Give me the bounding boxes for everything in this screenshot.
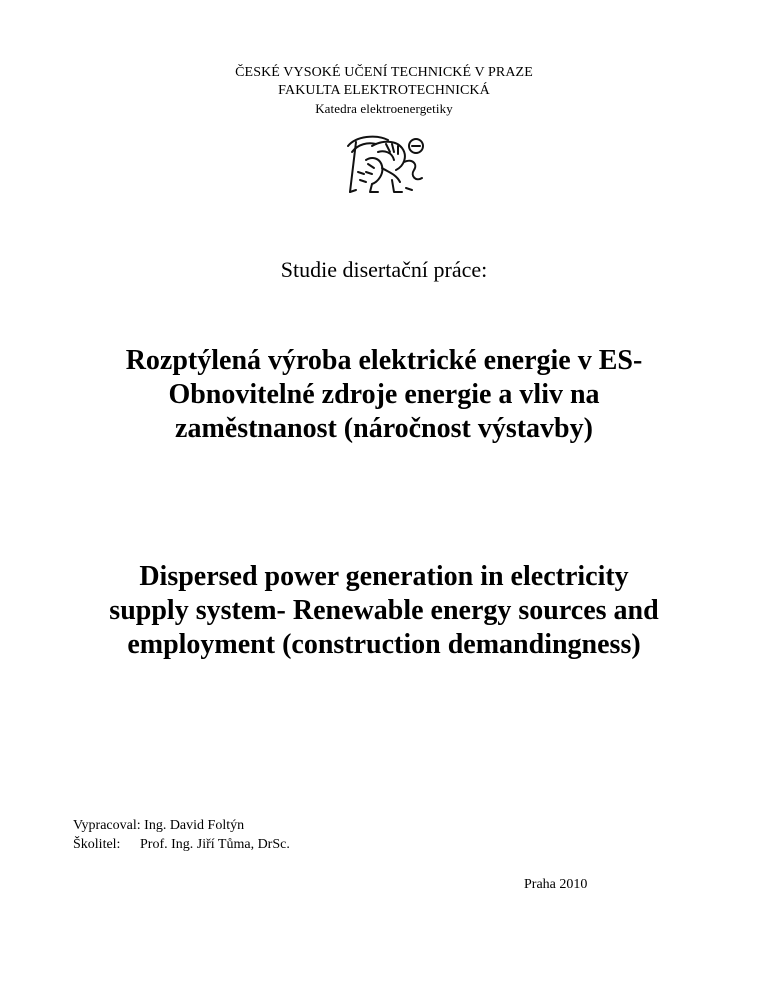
author-block bbox=[73, 816, 290, 854]
title-english bbox=[20, 560, 748, 662]
document-header bbox=[0, 64, 768, 118]
university-lion-logo bbox=[342, 132, 428, 196]
prepared-by-name: Ing. David Foltýn bbox=[144, 818, 245, 833]
department-name: Katedra elektroenergetiky bbox=[315, 101, 453, 116]
faculty-name: FAKULTA ELEKTROTECHNICKÁ bbox=[278, 83, 490, 98]
prepared-by-row bbox=[73, 816, 290, 835]
title-czech-line: Obnovitelné zdroje energie a vliv na bbox=[168, 379, 600, 410]
title-english-line: supply system- Renewable energy sources and bbox=[109, 595, 659, 626]
supervisor-row bbox=[73, 835, 290, 854]
title-czech bbox=[40, 344, 728, 446]
university-name: ČESKÉ VYSOKÉ UČENÍ TECHNICKÉ V PRAZE bbox=[235, 65, 533, 80]
prepared-by-label: Vypracoval: bbox=[73, 818, 141, 833]
title-czech-line: Rozptýlená výroba elektrické energie v ES- bbox=[125, 345, 643, 376]
thesis-type: Studie disertační práce: bbox=[280, 257, 488, 282]
place-and-year: Praha 2010 bbox=[524, 877, 588, 892]
title-czech-line: zaměstnanost (náročnost výstavby) bbox=[175, 413, 593, 444]
title-english-line: Dispersed power generation in electricity bbox=[139, 561, 629, 592]
supervisor-name: Prof. Ing. Jiří Tůma, DrSc. bbox=[140, 837, 290, 852]
title-english-line: employment (construction demandingness) bbox=[127, 629, 641, 660]
supervisor-label: Školitel: bbox=[73, 837, 121, 852]
